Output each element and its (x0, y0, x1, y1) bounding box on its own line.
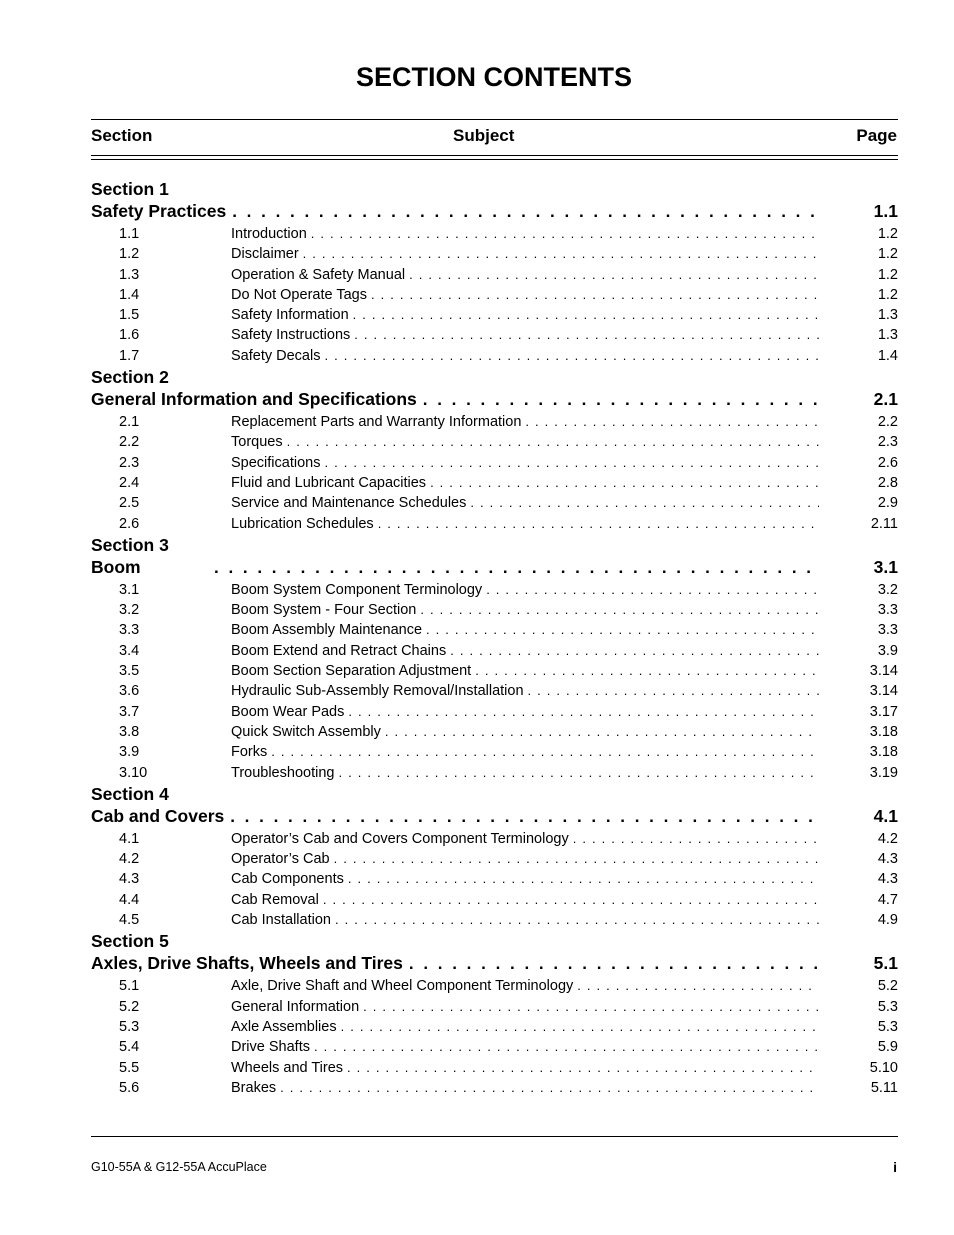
dot-leader (423, 388, 818, 411)
entry-title-area (231, 412, 819, 432)
entry-title: Hydraulic Sub-Assembly Removal/Installation (231, 683, 524, 700)
toc-entry[interactable] (91, 580, 898, 600)
entry-title-area (231, 681, 819, 701)
entry-title: Replacement Parts and Warranty Information (231, 414, 522, 431)
entry-page: 1.3 (877, 327, 898, 344)
entry-title: Cab Components (231, 871, 344, 888)
entry-page: 5.2 (877, 978, 898, 995)
section-title: Cab and Covers (91, 805, 225, 826)
dot-leader (385, 722, 819, 742)
entry-number: 2.3 (119, 454, 140, 471)
section-title-area (91, 805, 818, 828)
dot-leader (335, 910, 819, 930)
dot-leader (338, 763, 819, 783)
entry-number: 2.6 (119, 515, 140, 532)
dot-leader (287, 432, 819, 452)
dot-leader (577, 976, 819, 996)
toc-entry[interactable] (91, 473, 898, 493)
entry-title: Fluid and Lubricant Capacities (231, 474, 427, 491)
toc-entry[interactable] (91, 224, 898, 244)
entry-title: Axle Assemblies (231, 1018, 337, 1035)
entry-number: 5.3 (119, 1018, 140, 1035)
entry-title-area (231, 453, 819, 473)
entry-page: 4.9 (877, 912, 898, 929)
entry-title-area (231, 997, 819, 1017)
entry-title: Cab Removal (231, 891, 319, 908)
dot-leader (409, 952, 818, 975)
entry-title: Introduction (231, 226, 307, 242)
entry-page: 2.9 (877, 495, 898, 512)
entry-number: 3.6 (119, 683, 140, 700)
toc-entry[interactable] (91, 722, 898, 742)
entry-title-area (231, 869, 819, 889)
dot-leader (341, 1017, 819, 1037)
dot-leader (280, 1078, 819, 1098)
entry-page: 3.14 (869, 663, 898, 680)
dot-leader (430, 473, 819, 493)
entry-number: 3.9 (119, 744, 140, 761)
entry-page: 2.3 (877, 434, 898, 451)
entry-page: 4.2 (877, 830, 898, 847)
entry-number: 3.7 (119, 703, 140, 720)
dot-leader (230, 805, 818, 828)
section-page: 3.1 (873, 556, 898, 577)
entry-number: 4.4 (119, 891, 140, 908)
page-title: SECTION CONTENTS (355, 62, 632, 92)
entry-number: 3.8 (119, 723, 140, 740)
section-row[interactable] (91, 952, 898, 975)
entry-title: Brakes (231, 1079, 277, 1096)
section-page: 4.1 (873, 805, 898, 826)
entry-title-area (231, 1078, 819, 1098)
dot-leader (475, 661, 819, 681)
entry-title-area (231, 976, 819, 996)
entry-number: 1.3 (119, 266, 140, 283)
toc-entry[interactable] (91, 265, 898, 285)
dot-leader (314, 1037, 819, 1057)
toc-entry[interactable] (91, 1058, 898, 1078)
dot-leader (573, 829, 819, 849)
entry-page: 2.11 (870, 515, 898, 532)
entry-number: 5.6 (119, 1079, 140, 1096)
entry-page: 3.3 (877, 602, 898, 619)
dot-leader (334, 849, 819, 869)
toc-entry[interactable] (91, 763, 898, 783)
footer-model: G10-55A & G12-55A AccuPlace (91, 1160, 267, 1174)
dot-leader (324, 346, 819, 366)
entry-title: Specifications (231, 454, 321, 471)
entry-title-area (231, 910, 819, 930)
entry-title: Quick Switch Assembly (231, 723, 381, 740)
entry-title: Boom System Component Terminology (231, 581, 483, 598)
dot-leader (371, 285, 819, 305)
section-label: Section 1 (91, 179, 169, 199)
entry-title: Operator’s Cab and Covers Component Terminology (231, 830, 569, 847)
entry-title: Lubrication Schedules (231, 515, 374, 532)
toc-entry[interactable] (91, 641, 898, 661)
toc-entry[interactable] (91, 453, 898, 473)
entry-title-area (231, 325, 819, 345)
entry-title-area (231, 742, 819, 762)
toc-entry[interactable] (91, 910, 898, 930)
table-of-contents (91, 178, 898, 1098)
entry-title-area (231, 265, 819, 285)
dot-leader (470, 493, 819, 513)
dot-leader (426, 620, 819, 640)
entry-page: 5.10 (869, 1059, 898, 1076)
dot-leader (214, 556, 818, 579)
entry-page: 1.2 (877, 266, 898, 283)
entry-page: 1.2 (877, 226, 898, 242)
entry-title-area (231, 580, 819, 600)
dot-leader (378, 514, 819, 534)
entry-page: 4.3 (877, 851, 898, 868)
toc-entry[interactable] (91, 325, 898, 345)
dot-leader (354, 325, 819, 345)
header-top-rule (91, 119, 898, 120)
entry-title: Wheels and Tires (231, 1059, 344, 1076)
dot-leader (347, 1058, 819, 1078)
entry-number: 5.5 (119, 1059, 140, 1076)
dot-leader (363, 997, 819, 1017)
entry-page: 1.2 (877, 246, 898, 263)
entry-title-area (231, 849, 819, 869)
entry-title: Safety Information (231, 307, 349, 324)
dot-leader (348, 869, 819, 889)
dot-leader (525, 412, 819, 432)
entry-title: Service and Maintenance Schedules (231, 495, 467, 512)
section-page: 1.1 (873, 201, 898, 221)
dot-leader (353, 305, 819, 325)
entry-title: Operation & Safety Manual (231, 266, 406, 283)
entry-title: Boom Extend and Retract Chains (231, 642, 447, 659)
toc-entry[interactable] (91, 346, 898, 366)
header-bottom-rule-1 (91, 155, 898, 156)
entry-page: 1.3 (877, 307, 898, 324)
entry-number: 3.5 (119, 663, 140, 680)
toc-entry[interactable] (91, 412, 898, 432)
dot-leader (420, 600, 819, 620)
entry-page: 3.3 (877, 622, 898, 639)
entry-title-area (231, 244, 819, 264)
entry-page: 3.19 (869, 764, 898, 781)
dot-leader (271, 742, 819, 762)
dot-leader (450, 641, 819, 661)
toc-entry[interactable] (91, 493, 898, 513)
entry-title-area (231, 661, 819, 681)
toc-entry[interactable] (91, 305, 898, 325)
section-block (91, 178, 898, 366)
toc-entry[interactable] (91, 829, 898, 849)
toc-entry[interactable] (91, 681, 898, 701)
entry-title-area (231, 346, 819, 366)
entry-number: 1.4 (119, 286, 140, 303)
toc-entry[interactable] (91, 244, 898, 264)
entry-title-area (231, 432, 819, 452)
entry-title-area (231, 1058, 819, 1078)
entry-title-area (231, 641, 819, 661)
entry-number: 1.6 (119, 327, 140, 344)
section-block (91, 366, 898, 534)
entry-number: 4.3 (119, 871, 140, 888)
section-label: Section 3 (91, 534, 169, 555)
entry-number: 4.5 (119, 912, 140, 929)
entry-title-area (231, 890, 819, 910)
entry-title-area (231, 514, 819, 534)
entry-page: 3.9 (877, 642, 898, 659)
entry-number: 2.2 (119, 434, 140, 451)
toc-entry[interactable] (91, 742, 898, 762)
entry-title: Disclaimer (231, 246, 299, 263)
entry-page: 3.18 (869, 723, 898, 740)
section-row[interactable] (91, 805, 898, 828)
section-title-area (91, 200, 818, 223)
column-header-page: Page (856, 126, 897, 145)
entry-number: 1.1 (119, 226, 140, 242)
entry-title: Do Not Operate Tags (231, 286, 367, 303)
dot-leader (324, 453, 819, 473)
dot-leader (323, 890, 819, 910)
entry-number: 5.2 (119, 998, 140, 1015)
entry-title: Safety Decals (231, 347, 321, 364)
section-title: Boom (91, 556, 141, 577)
entry-title: Troubleshooting (231, 764, 335, 781)
entry-page: 3.18 (869, 744, 898, 761)
toc-entry[interactable] (91, 1017, 898, 1037)
toc-entry[interactable] (91, 661, 898, 681)
dot-leader (232, 200, 818, 223)
toc-entry[interactable] (91, 514, 898, 534)
entry-title: Forks (231, 744, 268, 761)
entry-title-area (231, 702, 819, 722)
dot-leader (528, 681, 819, 701)
entry-number: 1.5 (119, 307, 140, 324)
section-title: Safety Practices (91, 201, 227, 221)
entry-title-area (231, 493, 819, 513)
entry-title-area (231, 473, 819, 493)
entry-number: 3.4 (119, 642, 140, 659)
section-page: 2.1 (873, 389, 898, 410)
entry-title: General Information (231, 998, 360, 1015)
entry-number: 3.3 (119, 622, 140, 639)
column-header-subject: Subject (453, 126, 515, 145)
entry-page: 5.9 (877, 1039, 898, 1056)
section-row[interactable] (91, 556, 898, 579)
entry-page: 1.2 (877, 286, 898, 303)
entry-page: 2.6 (877, 454, 898, 471)
dot-leader (303, 244, 819, 264)
entry-number: 5.1 (119, 978, 140, 995)
entry-title: Operator’s Cab (231, 851, 330, 868)
toc-entry[interactable] (91, 285, 898, 305)
dot-leader (348, 702, 819, 722)
toc-entry[interactable] (91, 432, 898, 452)
entry-title: Axle, Drive Shaft and Wheel Component Terminology (231, 978, 574, 995)
entry-number: 2.4 (119, 474, 140, 491)
section-label: Section 2 (91, 367, 169, 388)
section-row[interactable] (91, 388, 898, 411)
entry-number: 4.1 (119, 830, 140, 847)
section-label: Section 5 (91, 931, 169, 952)
entry-title-area (231, 305, 819, 325)
entry-title: Torques (231, 434, 283, 451)
header-bottom-rule-2 (91, 159, 898, 160)
dot-leader (409, 265, 819, 285)
footer-page-number: i (893, 1159, 897, 1175)
entry-title-area (231, 829, 819, 849)
entry-number: 4.2 (119, 851, 140, 868)
column-header-section: Section (91, 126, 153, 145)
toc-entry[interactable] (91, 702, 898, 722)
entry-title-area (231, 224, 819, 244)
entry-title-area (231, 763, 819, 783)
entry-title-area (231, 620, 819, 640)
entry-number: 3.2 (119, 602, 140, 619)
entry-title-area (231, 1017, 819, 1037)
section-title-area (91, 952, 818, 975)
section-title-area (91, 556, 818, 579)
entry-number: 2.1 (119, 414, 140, 431)
entry-page: 3.2 (877, 581, 898, 598)
entry-number: 1.7 (119, 347, 140, 364)
dot-leader (311, 224, 819, 244)
entry-page: 5.11 (870, 1079, 898, 1096)
entry-title: Boom Assembly Maintenance (231, 622, 423, 639)
toc-entry[interactable] (91, 976, 898, 996)
entry-page: 4.3 (877, 871, 898, 888)
entry-number: 5.4 (119, 1039, 140, 1056)
toc-entry[interactable] (91, 600, 898, 620)
toc-entry[interactable] (91, 1078, 898, 1098)
footer-rule (91, 1136, 898, 1137)
entry-title: Boom Section Separation Adjustment (231, 663, 472, 680)
section-page: 5.1 (873, 953, 898, 974)
entry-page: 5.3 (877, 1018, 898, 1035)
toc-entry[interactable] (91, 1037, 898, 1057)
section-title-area (91, 388, 818, 411)
section-row[interactable] (91, 200, 898, 223)
entry-title-area (231, 722, 819, 742)
entry-page: 2.8 (877, 474, 898, 491)
entry-title-area (231, 600, 819, 620)
entry-title: Boom System - Four Section (231, 602, 417, 619)
toc-entry[interactable] (91, 869, 898, 889)
toc-entry[interactable] (91, 890, 898, 910)
section-block (91, 534, 898, 783)
entry-number: 2.5 (119, 495, 140, 512)
section-title: General Information and Specifications (91, 389, 417, 410)
dot-leader (486, 580, 819, 600)
entry-page: 3.14 (869, 683, 898, 700)
toc-entry[interactable] (91, 849, 898, 869)
entry-title-area (231, 285, 819, 305)
entry-number: 3.10 (119, 764, 148, 781)
entry-page: 4.7 (877, 891, 898, 908)
entry-title: Cab Installation (231, 912, 331, 929)
section-block (91, 783, 898, 930)
entry-number: 1.2 (119, 246, 140, 263)
entry-title: Safety Instructions (231, 327, 351, 344)
entry-page: 1.4 (877, 347, 898, 364)
entry-page: 5.3 (877, 998, 898, 1015)
entry-title: Drive Shafts (231, 1039, 310, 1056)
section-title: Axles, Drive Shafts, Wheels and Tires (91, 953, 403, 974)
toc-entry[interactable] (91, 620, 898, 640)
entry-title: Boom Wear Pads (231, 703, 345, 720)
section-block (91, 930, 898, 1098)
entry-page: 2.2 (877, 414, 898, 431)
entry-number: 3.1 (119, 581, 140, 598)
entry-page: 3.17 (869, 703, 898, 720)
entry-title-area (231, 1037, 819, 1057)
toc-entry[interactable] (91, 997, 898, 1017)
section-label: Section 4 (91, 783, 169, 804)
